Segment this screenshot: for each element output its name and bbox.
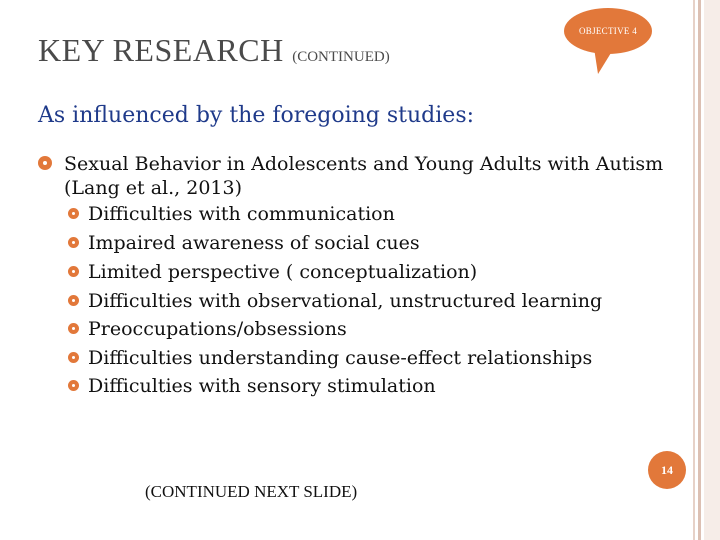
- sub-bullet-item: [64, 375, 684, 397]
- sub-bullet-text: Difficulties with sensory stimulation: [88, 375, 436, 397]
- sub-bullet-text: Difficulties with observational, unstructured learning: [88, 290, 603, 312]
- bullet-icon: [68, 237, 79, 248]
- sub-bullet-item: [64, 318, 684, 340]
- objective-label: OBJECTIVE 4: [578, 26, 638, 36]
- slide-title: [38, 32, 390, 69]
- slide-title-suffix: (CONTINUED): [292, 49, 390, 65]
- objective-callout: [564, 8, 652, 54]
- main-bullet-text: Sexual Behavior in Adolescents and Young Adults with Autism (Lang et al., 2013): [64, 153, 664, 199]
- page-number: 14: [661, 462, 673, 477]
- continued-note: (CONTINUED NEXT SLIDE): [145, 482, 358, 501]
- decorative-rail-light: [704, 0, 720, 540]
- page-number-badge: [648, 451, 686, 489]
- bullet-icon: [68, 323, 79, 334]
- decorative-rail-dark: [698, 0, 701, 540]
- sub-bullet-item: [64, 347, 684, 369]
- main-bullet: [34, 152, 684, 397]
- bullet-icon: [68, 208, 79, 219]
- bullet-icon: [38, 156, 52, 170]
- slide-body: [34, 152, 684, 404]
- sub-bullet-text: Preoccupations/obsessions: [88, 318, 347, 340]
- sub-bullet-text: Difficulties with communication: [88, 203, 395, 225]
- bullet-icon: [68, 295, 79, 306]
- bullet-icon: [68, 380, 79, 391]
- sub-bullet-list: [64, 203, 684, 397]
- sub-bullet-text: Impaired awareness of social cues: [88, 232, 420, 254]
- decorative-rail: [693, 0, 695, 540]
- sub-bullet-item: [64, 290, 684, 312]
- slide-subtitle: As influenced by the foregoing studies:: [38, 103, 475, 128]
- sub-bullet-text: Limited perspective ( conceptualization): [88, 261, 478, 283]
- sub-bullet-text: Difficulties understanding cause-effect relationships: [88, 347, 593, 369]
- sub-bullet-item: [64, 261, 684, 283]
- bullet-icon: [68, 352, 79, 363]
- bullet-icon: [68, 266, 79, 277]
- sub-bullet-item: [64, 203, 684, 225]
- sub-bullet-item: [64, 232, 684, 254]
- slide-title-main: KEY RESEARCH: [38, 32, 284, 68]
